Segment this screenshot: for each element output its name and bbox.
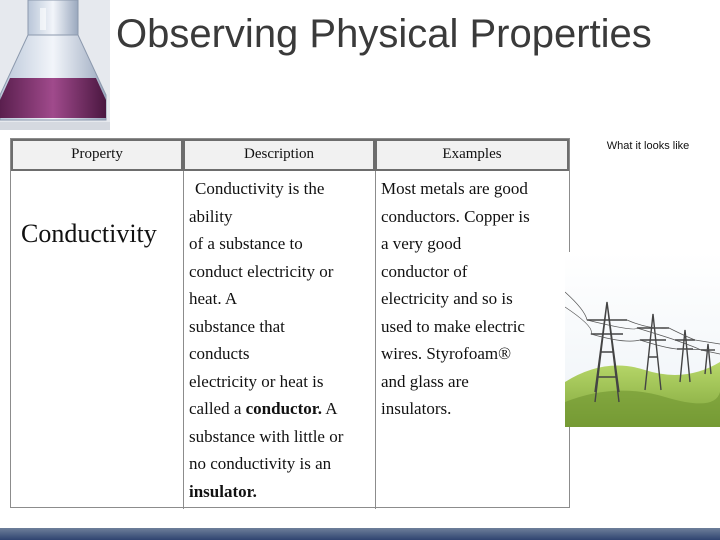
examples-line: Most metals are good	[381, 179, 528, 198]
examples-line: a very good	[381, 234, 462, 253]
description-line: substance with little or	[189, 426, 344, 446]
description-line: Conductivity is the	[195, 179, 325, 198]
power-transmission-towers-icon	[565, 252, 720, 427]
examples-line: and glass are	[381, 371, 469, 391]
term-insulator: insulator.	[189, 481, 257, 501]
description-line: electricity or heat is	[189, 371, 324, 391]
column-divider	[375, 171, 376, 509]
description-line: of a substance to	[189, 234, 303, 253]
description-text: A	[322, 399, 338, 418]
description-line	[189, 478, 373, 506]
description-line: conducts	[189, 344, 250, 363]
flask-icon	[0, 0, 110, 130]
header-description: Description	[183, 139, 375, 171]
description-line	[189, 395, 373, 423]
description-cell	[189, 175, 373, 505]
properties-table	[10, 138, 570, 508]
examples-line: conductor of	[381, 261, 468, 281]
description-text: called a	[189, 399, 246, 418]
examples-line: used to make electric	[381, 316, 525, 336]
description-line: conduct electricity or	[189, 261, 334, 281]
description-line: no conductivity is an	[189, 454, 332, 473]
page-title: Observing Physical Properties	[116, 12, 652, 56]
description-line: ability	[189, 206, 233, 226]
header-property: Property	[11, 139, 183, 171]
examples-line: wires. Styrofoam®	[381, 344, 512, 363]
examples-line: insulators.	[381, 399, 452, 418]
description-line: heat. A	[189, 289, 238, 308]
description-line: substance that	[189, 316, 285, 336]
header-examples: Examples	[375, 139, 569, 171]
examples-cell	[381, 175, 567, 423]
examples-line: electricity and so is	[381, 289, 513, 308]
header-what-it-looks-like: What it looks like	[606, 140, 690, 152]
term-conductor: conductor.	[245, 399, 322, 418]
examples-line: conductors. Copper is	[381, 206, 530, 226]
slide-header	[0, 0, 720, 130]
column-divider	[183, 171, 184, 509]
slide-footer-bar	[0, 528, 720, 540]
property-name: Conductivity	[21, 219, 157, 248]
